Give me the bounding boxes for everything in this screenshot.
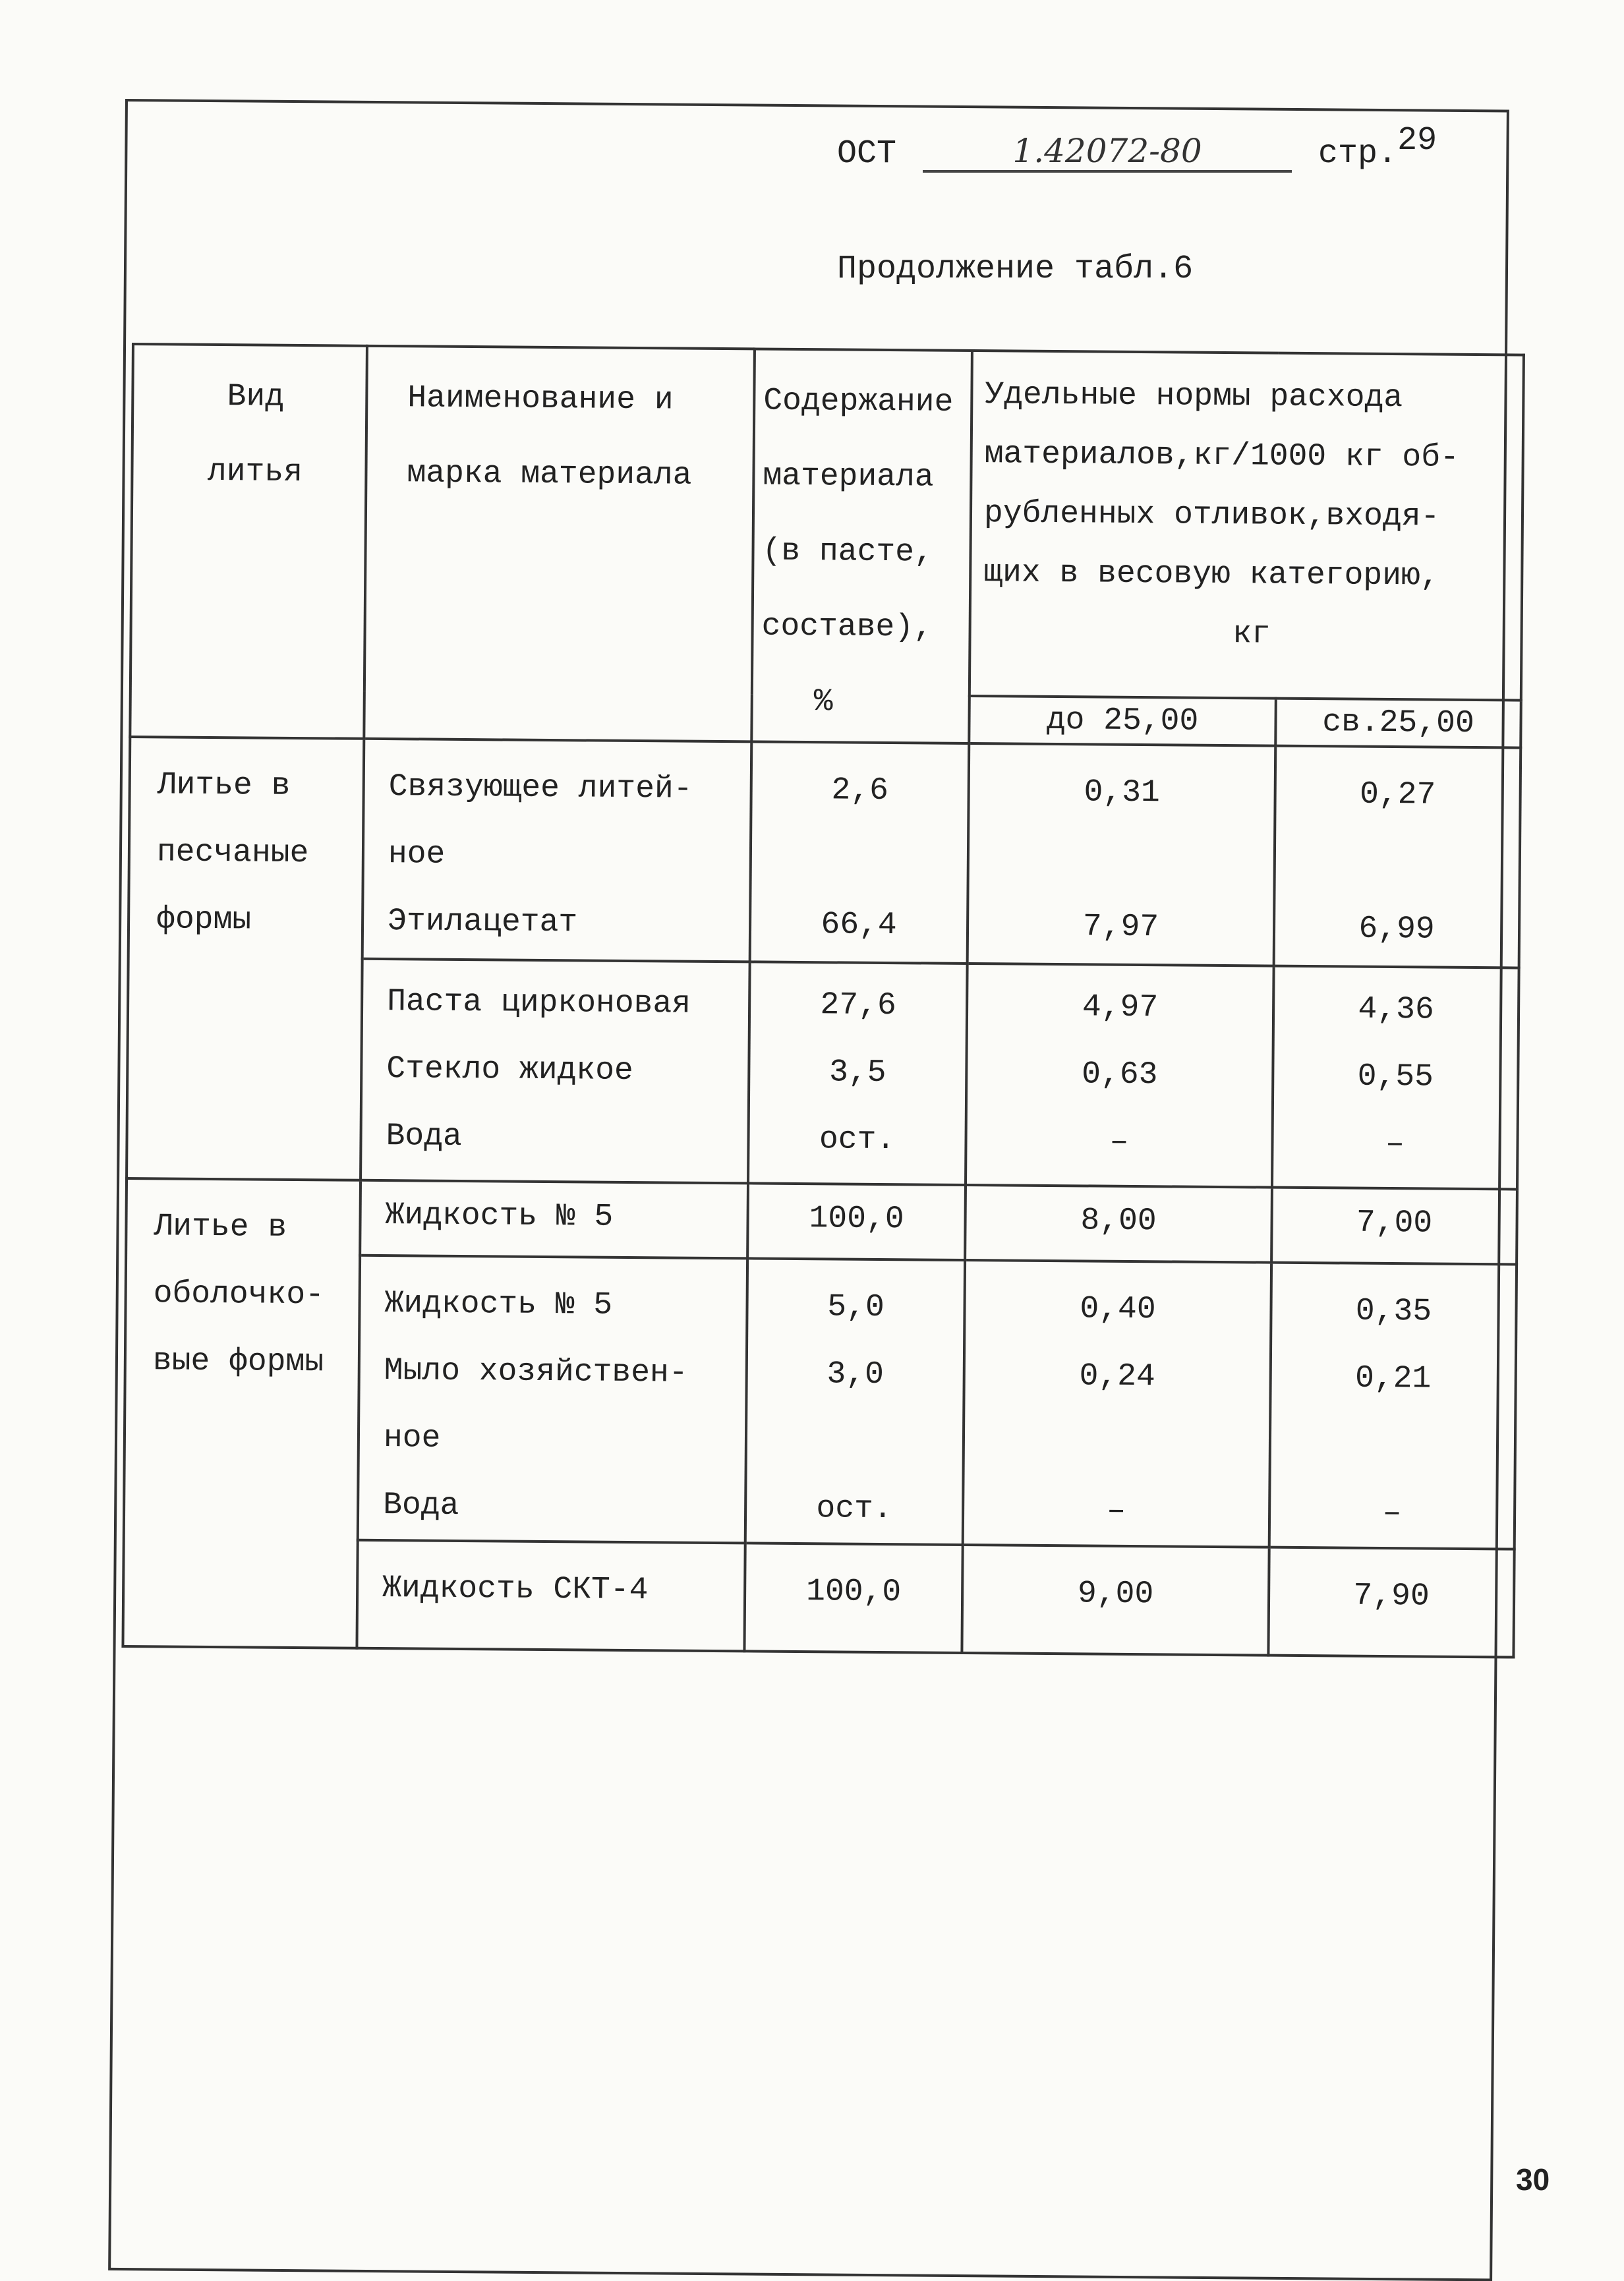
material-cell: Связующее литей- ное Этилацетат bbox=[362, 739, 752, 962]
over25-cell: 0,35 0,21 – bbox=[1269, 1263, 1517, 1549]
page-label: стр. bbox=[1318, 135, 1398, 173]
header-upto-25: до 25,00 bbox=[969, 696, 1276, 746]
over25-cell: 4,36 0,55 – bbox=[1272, 966, 1519, 1190]
upto25-cell: 8,00 bbox=[965, 1185, 1272, 1263]
material-cell: Паста цирконовая Стекло жидкое Вода bbox=[361, 959, 750, 1184]
upto25-cell: 0,40 0,24 – bbox=[963, 1260, 1271, 1547]
content-cell: 100,0 bbox=[744, 1543, 962, 1653]
consumption-norms-table bbox=[121, 343, 1524, 1659]
standard-code: 1.42072-80 bbox=[923, 132, 1292, 173]
over25-cell: 7,00 bbox=[1271, 1188, 1517, 1265]
table-continuation-title: Продолжение табл.6 bbox=[837, 250, 1194, 288]
header-row bbox=[130, 344, 1524, 701]
over25-cell: 7,90 bbox=[1268, 1547, 1514, 1658]
upto25-cell: 4,97 0,63 – bbox=[966, 964, 1274, 1188]
page-number: 29 bbox=[1397, 122, 1437, 159]
header-material-name: Наименование и марка материала bbox=[364, 346, 755, 742]
material-cell: Жидкость № 5 bbox=[360, 1180, 748, 1259]
document-header bbox=[837, 122, 1437, 173]
material-cell: Жидкость СКТ-4 bbox=[357, 1540, 745, 1652]
header-norms: Удельные нормы расхода материалов,кг/1000 кг об- рубленных отливок,входя- щих в весовую категорию, кг bbox=[970, 351, 1524, 701]
header-over-25: св.25,00 bbox=[1275, 699, 1521, 748]
casting-type-cell: Литье в оболочко- вые формы bbox=[123, 1178, 361, 1648]
sheet-number: 30 bbox=[1516, 2162, 1550, 2197]
header-content: Содержание материала (в пасте, составе), % bbox=[751, 349, 972, 743]
upto25-cell: 9,00 bbox=[962, 1545, 1269, 1656]
table-row bbox=[129, 737, 1521, 968]
table-row bbox=[126, 1178, 1517, 1265]
content-cell: 100,0 bbox=[747, 1183, 966, 1260]
content-cell: 27,6 3,5 ост. bbox=[748, 962, 968, 1185]
content-cell: 5,0 3,0 ост. bbox=[745, 1258, 965, 1545]
over25-cell: 0,27 6,99 bbox=[1274, 746, 1521, 968]
standard-label: ОСТ bbox=[837, 135, 897, 173]
upto25-cell: 0,31 7,97 bbox=[968, 743, 1276, 966]
casting-type-cell: Литье в песчаные формы bbox=[127, 737, 364, 1180]
header-casting-type: Вид литья bbox=[130, 344, 367, 739]
content-cell: 2,6 66,4 bbox=[750, 741, 970, 964]
material-cell: Жидкость № 5 Мыло хозяйствен- ное Вода bbox=[358, 1256, 747, 1544]
